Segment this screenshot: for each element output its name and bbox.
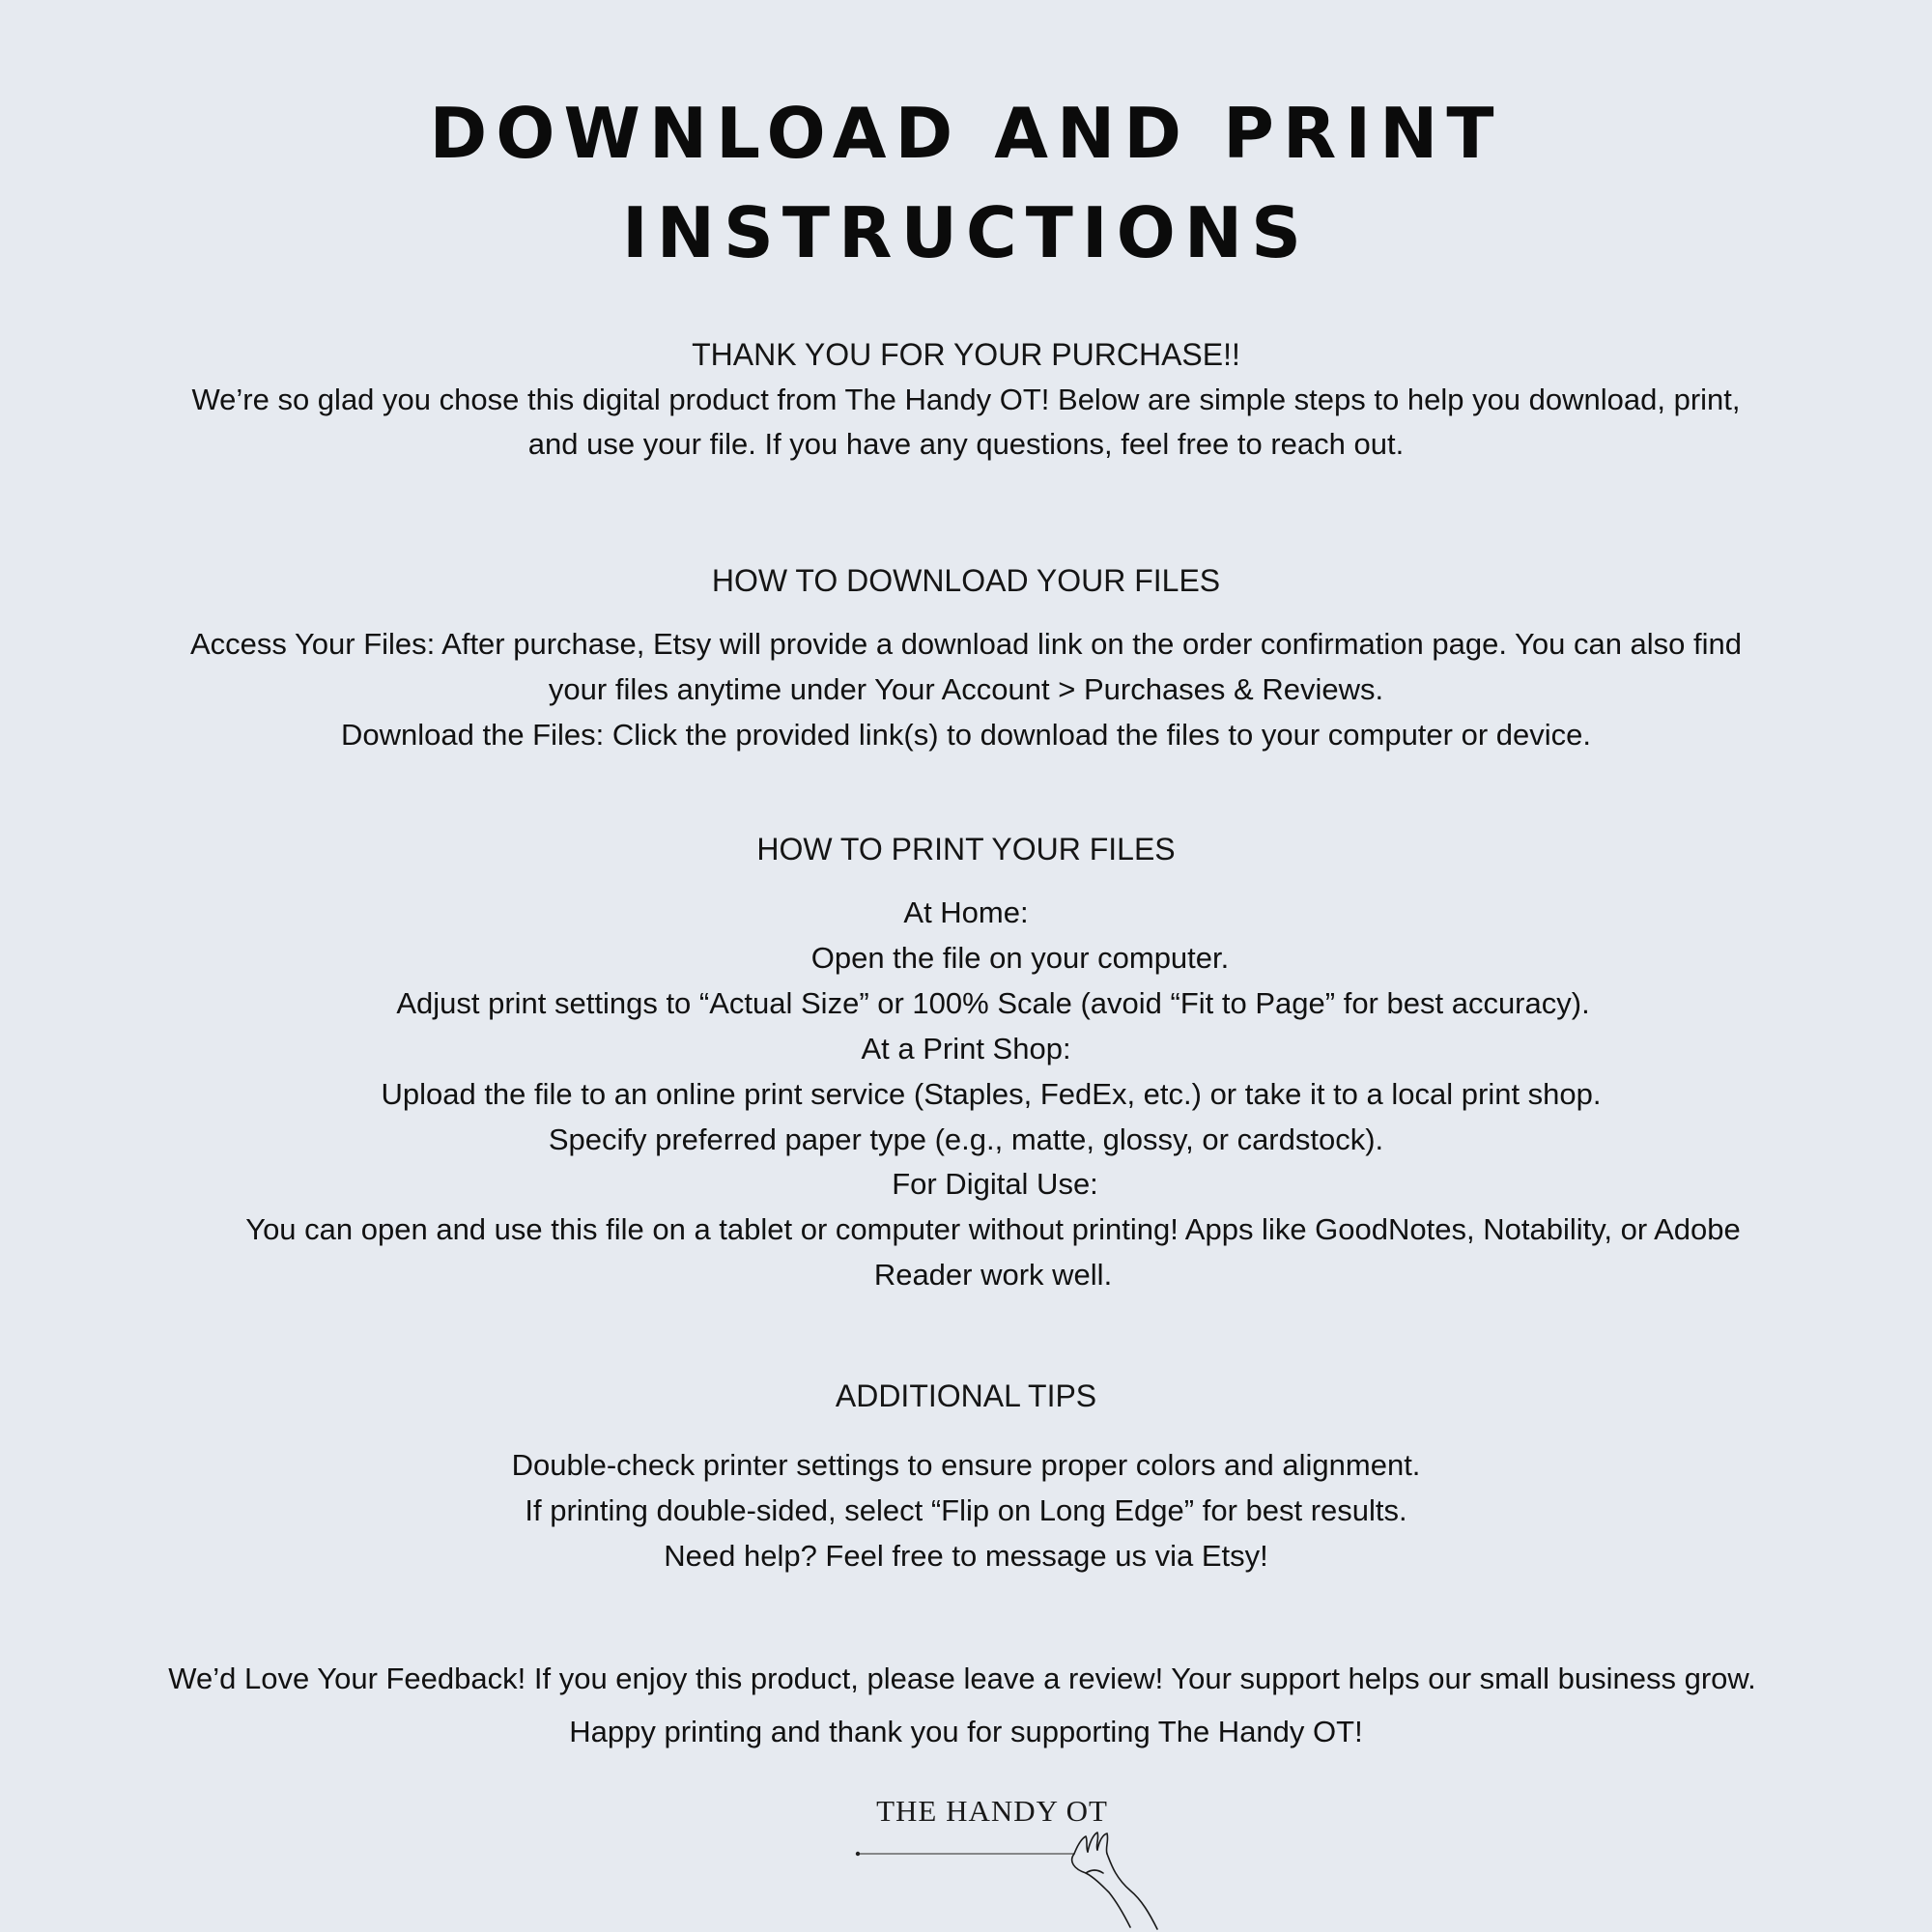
thanks-text: Happy printing and thank you for supporting The Handy OT! [569,1715,1363,1748]
intro-line-2: and use your file. If you have any questions, feel free to reach out. [527,427,1405,461]
download-line-3: Download the Files: Click the provided link(s) to download the files to your computer or device. [340,718,1591,752]
brand-name: THE HANDY OT [876,1794,1108,1828]
tip-1: Double-check printer settings to ensure proper colors and alignment. [511,1448,1421,1482]
print-digital-line-1: You can open and use this file on a tablet or computer without printing! Apps like GoodNotes, Notability, or Adobe [245,1212,1741,1246]
page-title-line-2: INSTRUCTIONS [622,192,1310,273]
download-line-2: your files anytime under Your Account > Purchases & Reviews. [548,672,1384,706]
print-digital-label: For Digital Use: [892,1167,1098,1201]
intro-line-1: We’re so glad you chose this digital product from The Handy OT! Below are simple steps to help you download, print, [191,383,1741,416]
print-home-label: At Home: [903,895,1029,929]
print-shop-label: At a Print Shop: [861,1032,1071,1065]
page-title-line-1: DOWNLOAD AND PRINT [429,93,1503,174]
intro-heading: THANK YOU FOR YOUR PURCHASE!! [692,337,1240,372]
tip-3: Need help? Feel free to message us via Etsy! [664,1539,1268,1573]
print-shop-step-2: Specify preferred paper type (e.g., matte, glossy, or cardstock). [548,1122,1384,1156]
print-digital-line-2: Reader work well. [873,1258,1113,1292]
tip-2: If printing double-sided, select “Flip on Long Edge” for best results. [525,1493,1407,1527]
print-home-step-1: Open the file on your computer. [810,941,1230,975]
feedback-text: We’d Love Your Feedback! If you enjoy this product, please leave a review! Your support helps our small business grow. [168,1662,1756,1695]
download-heading: HOW TO DOWNLOAD YOUR FILES [711,563,1221,598]
print-home-step-2: Adjust print settings to “Actual Size” or 100% Scale (avoid “Fit to Page” for best accuracy). [396,986,1590,1020]
print-heading: HOW TO PRINT YOUR FILES [756,832,1176,867]
tips-heading: ADDITIONAL TIPS [835,1378,1097,1413]
download-line-1: Access Your Files: After purchase, Etsy will provide a download link on the order confirmation page. You can also find [189,627,1743,661]
print-shop-step-1: Upload the file to an online print service (Staples, FedEx, etc.) or take it to a local print shop. [381,1077,1602,1111]
hand-line-art-icon [850,1831,1169,1932]
